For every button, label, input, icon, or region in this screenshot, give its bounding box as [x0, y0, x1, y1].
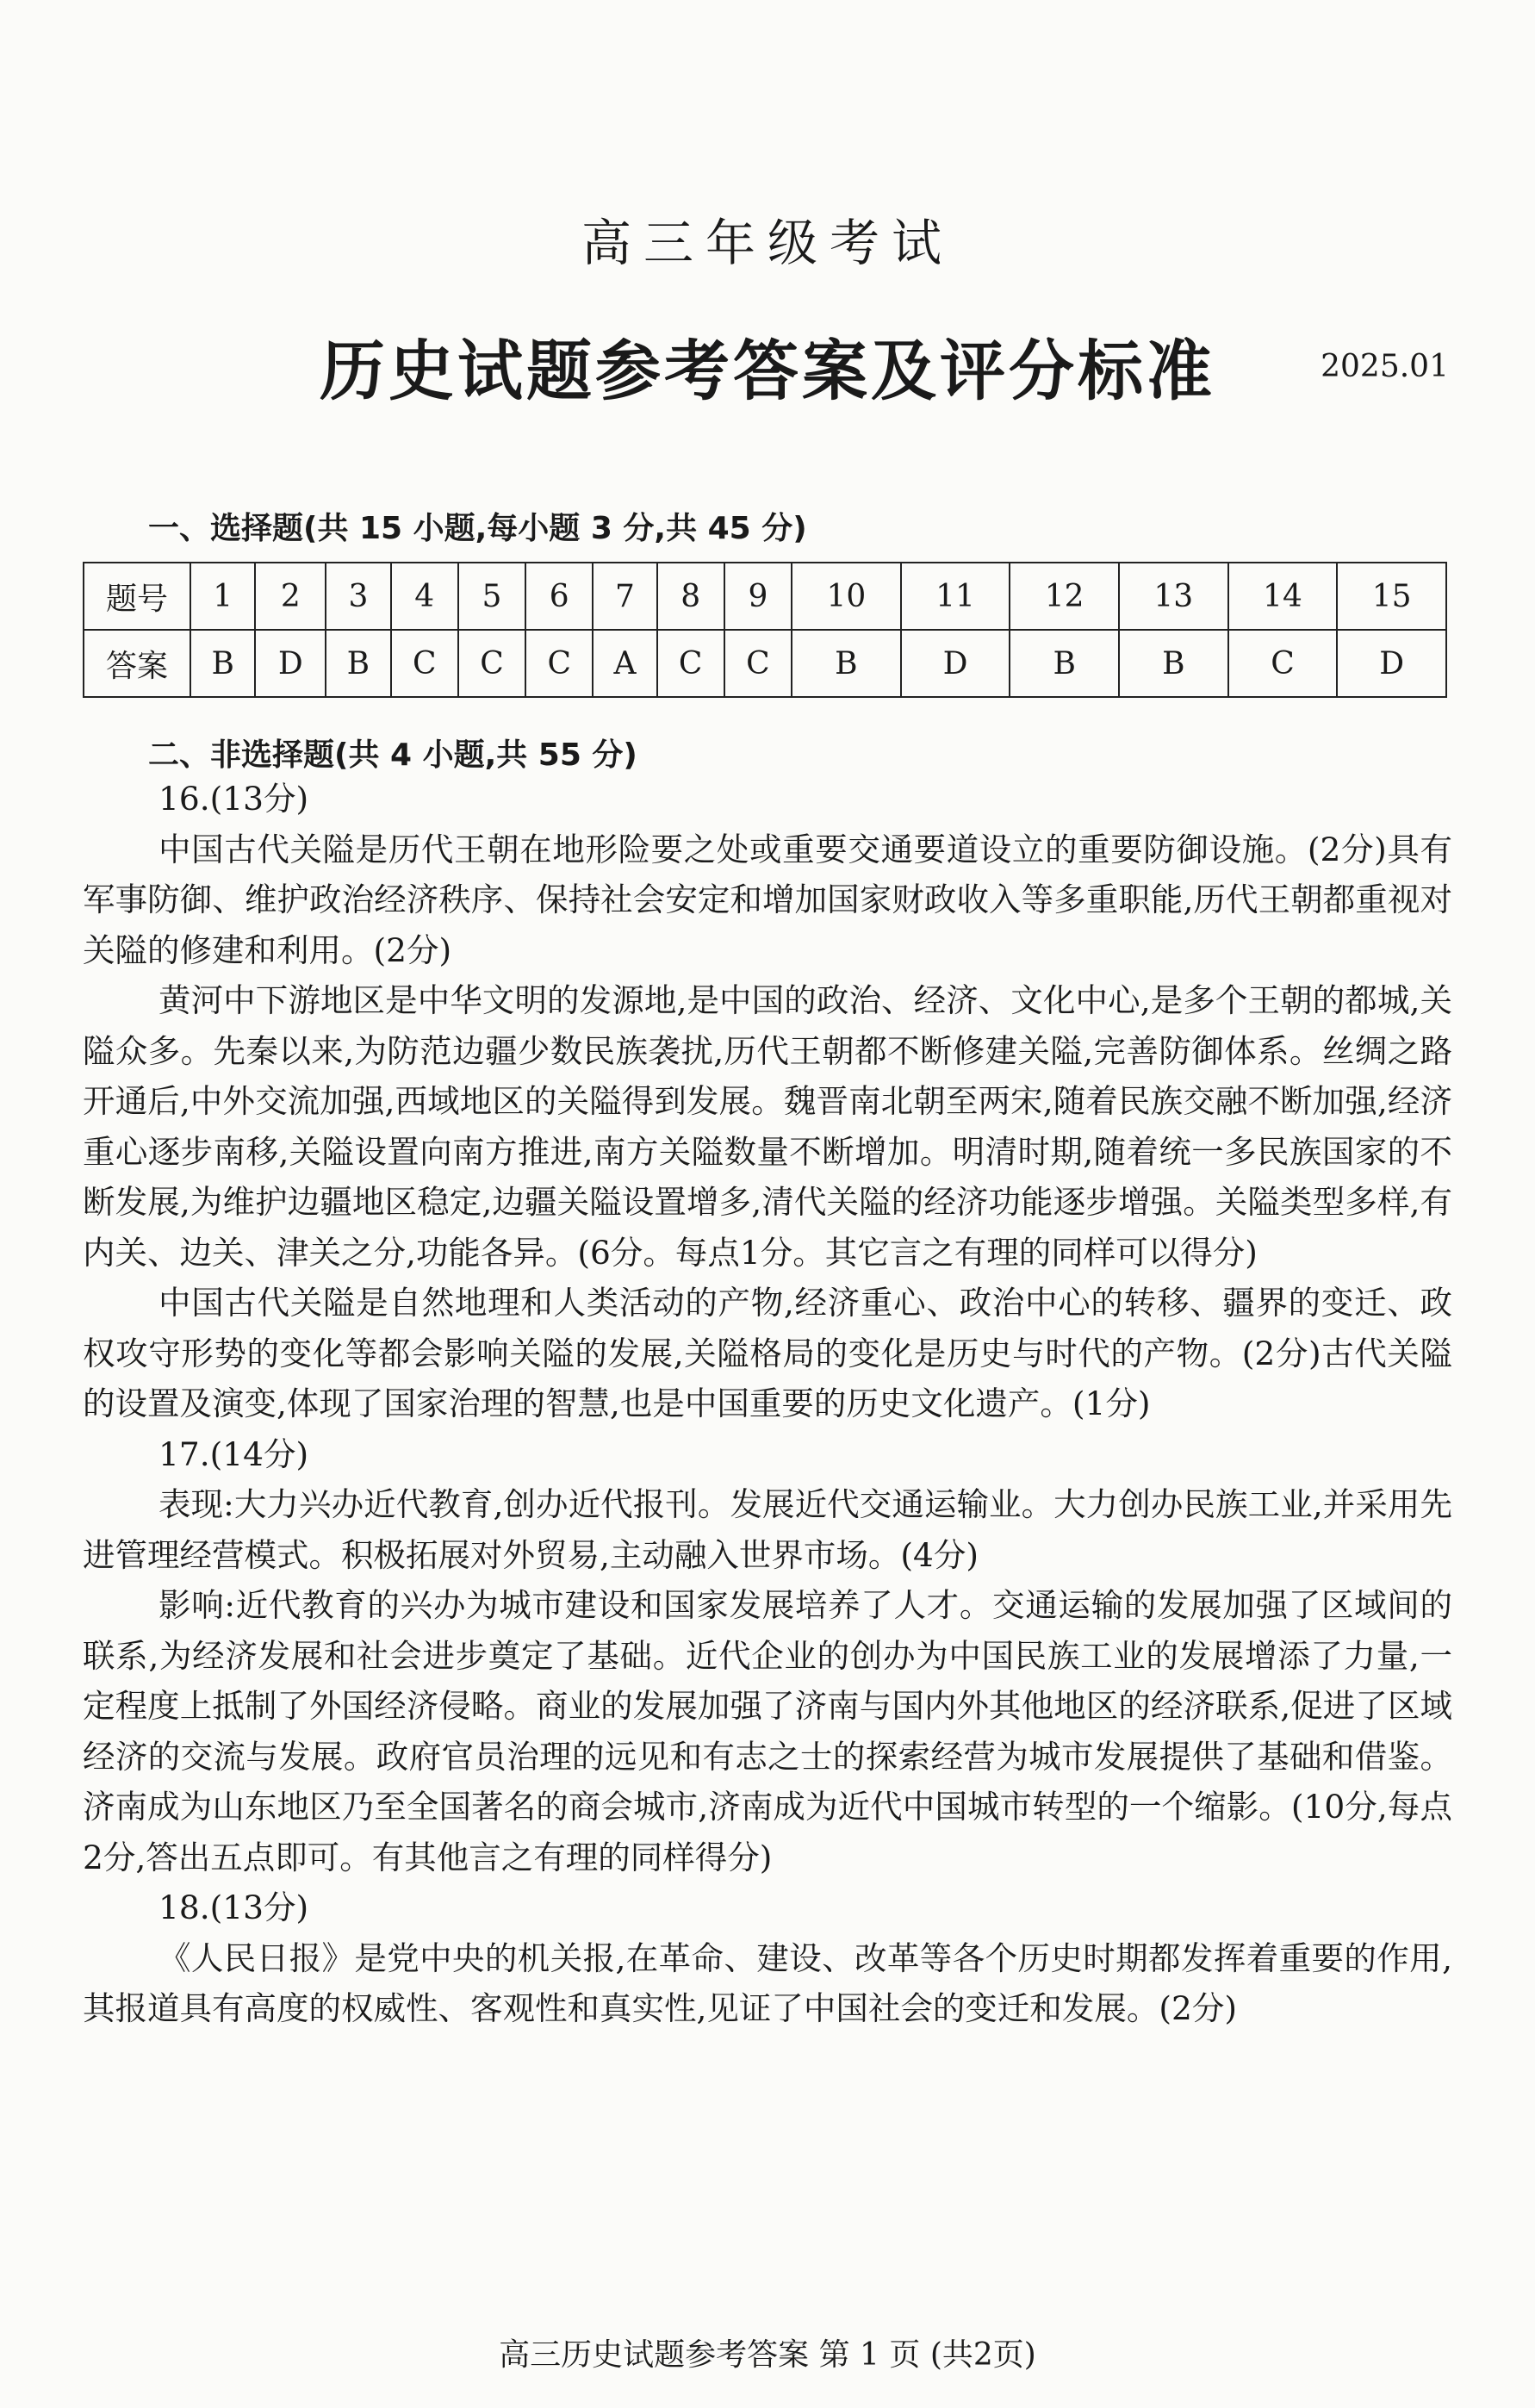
- q17-paragraph-1: 表现:大力兴办近代教育,创办近代报刊。发展近代交通运输业。大力创办民族工业,并采用先进管理经营模式。积极拓展对外贸易,主动融入世界市场。(4分): [83, 1485, 1452, 1574]
- question-number-cell: 8: [657, 563, 724, 630]
- answer-cell: B: [190, 630, 255, 697]
- answer-cell: D: [255, 630, 326, 697]
- answer-cell: B: [792, 630, 901, 697]
- answer-cell: D: [1337, 630, 1446, 697]
- q16-title: 16.(13分): [158, 780, 309, 818]
- question-number-row: [84, 563, 1446, 630]
- question-number-cell: 13: [1119, 563, 1228, 630]
- question-number-cell: 10: [792, 563, 901, 630]
- question-number-cell: 6: [525, 563, 593, 630]
- answer-cell: C: [724, 630, 792, 697]
- q16-paragraph-2: 黄河中下游地区是中华文明的发源地,是中国的政治、经济、文化中心,是多个王朝的都城,关隘众多。先秦以来,为防范边疆少数民族袭扰,历代王朝都不断修建关隘,完善防御体系。丝绸之路开通后,中外交流加强,西域地区的关隘得到发展。魏晋南北朝至两宋,随着民族交融不断加强,经济重心逐步南移,关隘设置向南方推进,南方关隘数量不断增加。明清时期,随着统一多民族国家的不断发展,为维护边疆地区稳定,边疆关隘设置增多,清代关隘的经济功能逐步增强。关隘类型多样,有内关、边关、津关之分,功能各异。(6分。每点1分。其它言之有理的同样可以得分): [83, 981, 1452, 1272]
- question-number-cell: 4: [391, 563, 458, 630]
- row-label-number: 题号: [84, 563, 190, 630]
- q16-paragraph-3: 中国古代关隘是自然地理和人类活动的产物,经济重心、政治中心的转移、疆界的变迁、政权攻守形势的变化等都会影响关隘的发展,关隘格局的变化是历史与时代的产物。(2分)古代关隘的设置及演变,体现了国家治理的智慧,也是中国重要的历史文化遗产。(1分): [83, 1284, 1452, 1422]
- answer-cell: C: [1228, 630, 1338, 697]
- q17-paragraph-2: 影响:近代教育的兴办为城市建设和国家发展培养了人才。交通运输的发展加强了区域间的联系,为经济发展和社会进步奠定了基础。近代企业的创办为中国民族工业的发展增添了力量,一定程度上抵制了外国经济侵略。商业的发展加强了济南与国内外其他地区的经济联系,促进了区域经济的交流与发展。政府官员治理的远见和有志之士的探索经营为城市发展提供了基础和借鉴。济南成为山东地区乃至全国著名的商会城市,济南成为近代中国城市转型的一个缩影。(10分,每点2分,答出五点即可。有其他言之有理的同样得分): [83, 1586, 1452, 1876]
- answer-body: [83, 774, 1452, 2034]
- question-number-cell: 3: [326, 563, 390, 630]
- answer-cell: B: [326, 630, 390, 697]
- answer-table: [83, 562, 1447, 698]
- exam-date: 2025.01: [1321, 349, 1449, 384]
- answer-cell: B: [1010, 630, 1119, 697]
- q18-title: 18.(13分): [158, 1888, 309, 1926]
- answer-cell: C: [391, 630, 458, 697]
- exam-title: 高三年级考试: [581, 214, 954, 272]
- section2-heading: 二、非选择题(共 4 小题,共 55 分): [148, 737, 637, 773]
- q18-paragraph-1: 《人民日报》是党中央的机关报,在革命、建设、改革等各个历史时期都发挥着重要的作用,其报道具有高度的权威性、客观性和真实性,见证了中国社会的变迁和发展。(2分): [83, 1938, 1452, 2027]
- question-number-cell: 9: [724, 563, 792, 630]
- q16-paragraph-1: 中国古代关隘是历代王朝在地形险要之处或重要交通要道设立的重要防御设施。(2分)具有军事防御、维护政治经济秩序、保持社会安定和增加国家财政收入等多重职能,历代王朝都重视对关隘的修建和利用。(2分): [83, 830, 1452, 969]
- row-label-answer: 答案: [84, 630, 190, 697]
- q17-title: 17.(14分): [158, 1434, 309, 1473]
- question-number-cell: 11: [901, 563, 1010, 630]
- section1-heading: 一、选择题(共 15 小题,每小题 3 分,共 45 分): [148, 511, 807, 546]
- question-number-cell: 1: [190, 563, 255, 630]
- page-footer: 高三历史试题参考答案 第 1 页 (共2页): [499, 2337, 1036, 2373]
- page-title: 历史试题参考答案及评分标准: [320, 333, 1215, 409]
- question-number-cell: 12: [1010, 563, 1119, 630]
- answer-cell: C: [458, 630, 525, 697]
- answer-cell: C: [525, 630, 593, 697]
- question-number-cell: 14: [1228, 563, 1338, 630]
- question-number-cell: 15: [1337, 563, 1446, 630]
- question-number-cell: 7: [593, 563, 656, 630]
- question-number-cell: 2: [255, 563, 326, 630]
- answer-cell: D: [901, 630, 1010, 697]
- answer-cell: C: [657, 630, 724, 697]
- answer-cell: A: [593, 630, 656, 697]
- question-number-cell: 5: [458, 563, 525, 630]
- answer-row: [84, 630, 1446, 697]
- answer-cell: B: [1119, 630, 1228, 697]
